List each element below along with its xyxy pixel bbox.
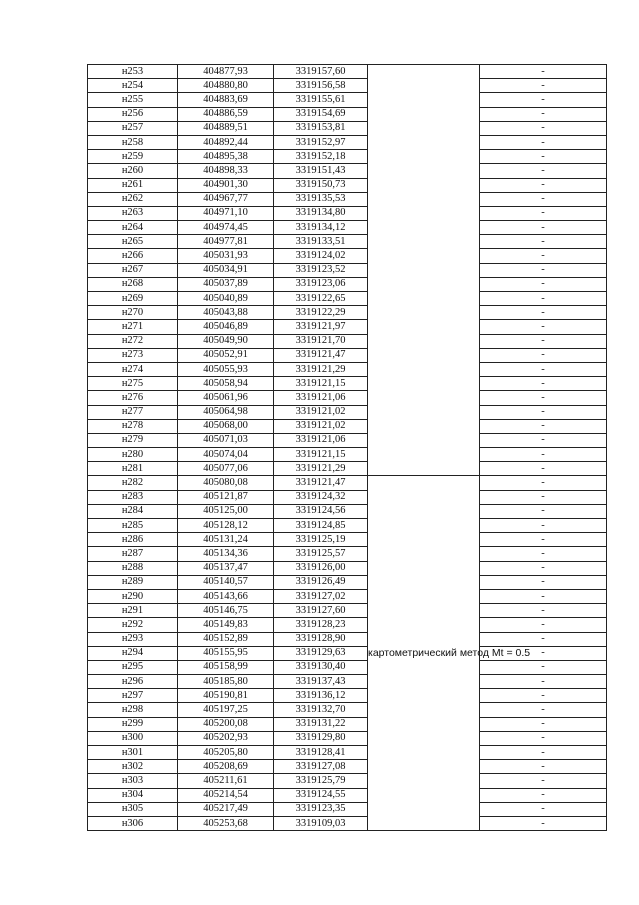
table-row xyxy=(88,235,607,249)
point-name-cell: н279 xyxy=(88,433,178,447)
table-row xyxy=(88,703,607,717)
table-row xyxy=(88,362,607,376)
point-name-cell: н304 xyxy=(88,788,178,802)
x-coordinate-cell: 405034,91 xyxy=(178,263,274,277)
y-coordinate-cell: 3319126,49 xyxy=(274,575,368,589)
y-coordinate-cell: 3319157,60 xyxy=(274,65,368,79)
note-cell: - xyxy=(480,717,607,731)
note-cell: - xyxy=(480,150,607,164)
table-row xyxy=(88,504,607,518)
point-name-cell: н271 xyxy=(88,320,178,334)
y-coordinate-cell: 3319121,29 xyxy=(274,362,368,376)
point-name-cell: н299 xyxy=(88,717,178,731)
y-coordinate-cell: 3319125,19 xyxy=(274,533,368,547)
table-row xyxy=(88,334,607,348)
x-coordinate-cell: 405208,69 xyxy=(178,760,274,774)
y-coordinate-cell: 3319127,60 xyxy=(274,604,368,618)
x-coordinate-cell: 405031,93 xyxy=(178,249,274,263)
point-name-cell: н278 xyxy=(88,419,178,433)
y-coordinate-cell: 3319132,70 xyxy=(274,703,368,717)
coordinates-table xyxy=(87,64,607,831)
y-coordinate-cell: 3319123,06 xyxy=(274,277,368,291)
x-coordinate-cell: 405074,04 xyxy=(178,448,274,462)
note-cell: - xyxy=(480,476,607,490)
table-row xyxy=(88,731,607,745)
note-cell: - xyxy=(480,164,607,178)
note-cell: - xyxy=(480,433,607,447)
point-name-cell: н287 xyxy=(88,547,178,561)
x-coordinate-cell: 405211,61 xyxy=(178,774,274,788)
y-coordinate-cell: 3319124,02 xyxy=(274,249,368,263)
table-row xyxy=(88,689,607,703)
point-name-cell: н285 xyxy=(88,519,178,533)
y-coordinate-cell: 3319135,53 xyxy=(274,192,368,206)
point-name-cell: н305 xyxy=(88,802,178,816)
point-name-cell: н283 xyxy=(88,490,178,504)
y-coordinate-cell: 3319152,18 xyxy=(274,150,368,164)
note-cell: - xyxy=(480,788,607,802)
note-cell: - xyxy=(480,65,607,79)
table-row xyxy=(88,263,607,277)
table-row xyxy=(88,618,607,632)
point-name-cell: н267 xyxy=(88,263,178,277)
x-coordinate-cell: 404977,81 xyxy=(178,235,274,249)
table-row xyxy=(88,433,607,447)
table-row xyxy=(88,277,607,291)
y-coordinate-cell: 3319136,12 xyxy=(274,689,368,703)
table-row xyxy=(88,561,607,575)
table-row xyxy=(88,533,607,547)
note-cell: - xyxy=(480,703,607,717)
x-coordinate-cell: 405046,89 xyxy=(178,320,274,334)
point-name-cell: н253 xyxy=(88,65,178,79)
table-row xyxy=(88,93,607,107)
point-name-cell: н255 xyxy=(88,93,178,107)
method-cell: картометрический метод Mt = 0.5 xyxy=(368,476,480,831)
note-cell: - xyxy=(480,731,607,745)
point-name-cell: н292 xyxy=(88,618,178,632)
point-name-cell: н270 xyxy=(88,306,178,320)
note-cell: - xyxy=(480,292,607,306)
x-coordinate-cell: 405058,94 xyxy=(178,377,274,391)
y-coordinate-cell: 3319122,29 xyxy=(274,306,368,320)
method-cell xyxy=(368,65,480,476)
x-coordinate-cell: 405217,49 xyxy=(178,802,274,816)
point-name-cell: н288 xyxy=(88,561,178,575)
x-coordinate-cell: 404974,45 xyxy=(178,221,274,235)
point-name-cell: н296 xyxy=(88,675,178,689)
table-row xyxy=(88,717,607,731)
point-name-cell: н266 xyxy=(88,249,178,263)
table-row xyxy=(88,391,607,405)
point-name-cell: н274 xyxy=(88,362,178,376)
note-cell: - xyxy=(480,221,607,235)
point-name-cell: н290 xyxy=(88,589,178,603)
x-coordinate-cell: 405185,80 xyxy=(178,675,274,689)
x-coordinate-cell: 405152,89 xyxy=(178,632,274,646)
note-cell: - xyxy=(480,362,607,376)
x-coordinate-cell: 405040,89 xyxy=(178,292,274,306)
y-coordinate-cell: 3319123,35 xyxy=(274,802,368,816)
table-row xyxy=(88,221,607,235)
point-name-cell: н306 xyxy=(88,816,178,830)
table-row xyxy=(88,448,607,462)
y-coordinate-cell: 3319129,63 xyxy=(274,646,368,660)
y-coordinate-cell: 3319121,15 xyxy=(274,377,368,391)
point-name-cell: н261 xyxy=(88,178,178,192)
point-name-cell: н291 xyxy=(88,604,178,618)
table-row xyxy=(88,178,607,192)
y-coordinate-cell: 3319128,90 xyxy=(274,632,368,646)
point-name-cell: н302 xyxy=(88,760,178,774)
table-row xyxy=(88,306,607,320)
note-cell: - xyxy=(480,263,607,277)
y-coordinate-cell: 3319124,56 xyxy=(274,504,368,518)
note-cell: - xyxy=(480,235,607,249)
note-cell: - xyxy=(480,575,607,589)
y-coordinate-cell: 3319127,02 xyxy=(274,589,368,603)
x-coordinate-cell: 405197,25 xyxy=(178,703,274,717)
x-coordinate-cell: 405214,54 xyxy=(178,788,274,802)
note-cell: - xyxy=(480,192,607,206)
x-coordinate-cell: 405125,00 xyxy=(178,504,274,518)
x-coordinate-cell: 405128,12 xyxy=(178,519,274,533)
coordinates-table-body xyxy=(88,65,607,831)
table-row xyxy=(88,760,607,774)
x-coordinate-cell: 405134,36 xyxy=(178,547,274,561)
y-coordinate-cell: 3319153,81 xyxy=(274,121,368,135)
note-cell: - xyxy=(480,206,607,220)
note-cell: - xyxy=(480,391,607,405)
table-row xyxy=(88,490,607,504)
x-coordinate-cell: 405080,08 xyxy=(178,476,274,490)
y-coordinate-cell: 3319121,97 xyxy=(274,320,368,334)
x-coordinate-cell: 405061,96 xyxy=(178,391,274,405)
y-coordinate-cell: 3319125,79 xyxy=(274,774,368,788)
x-coordinate-cell: 405155,95 xyxy=(178,646,274,660)
y-coordinate-cell: 3319131,22 xyxy=(274,717,368,731)
y-coordinate-cell: 3319122,65 xyxy=(274,292,368,306)
y-coordinate-cell: 3319155,61 xyxy=(274,93,368,107)
point-name-cell: н275 xyxy=(88,377,178,391)
note-cell: - xyxy=(480,604,607,618)
x-coordinate-cell: 405131,24 xyxy=(178,533,274,547)
point-name-cell: н280 xyxy=(88,448,178,462)
y-coordinate-cell: 3319154,69 xyxy=(274,107,368,121)
y-coordinate-cell: 3319121,47 xyxy=(274,348,368,362)
x-coordinate-cell: 404880,80 xyxy=(178,79,274,93)
point-name-cell: н258 xyxy=(88,135,178,149)
y-coordinate-cell: 3319128,23 xyxy=(274,618,368,632)
x-coordinate-cell: 404886,59 xyxy=(178,107,274,121)
note-cell: - xyxy=(480,646,607,660)
x-coordinate-cell: 404967,77 xyxy=(178,192,274,206)
point-name-cell: н263 xyxy=(88,206,178,220)
y-coordinate-cell: 3319121,70 xyxy=(274,334,368,348)
x-coordinate-cell: 405143,66 xyxy=(178,589,274,603)
x-coordinate-cell: 404898,33 xyxy=(178,164,274,178)
y-coordinate-cell: 3319127,08 xyxy=(274,760,368,774)
y-coordinate-cell: 3319121,06 xyxy=(274,433,368,447)
y-coordinate-cell: 3319121,47 xyxy=(274,476,368,490)
y-coordinate-cell: 3319121,02 xyxy=(274,419,368,433)
y-coordinate-cell: 3319156,58 xyxy=(274,79,368,93)
x-coordinate-cell: 405043,88 xyxy=(178,306,274,320)
note-cell: - xyxy=(480,377,607,391)
note-cell: - xyxy=(480,561,607,575)
table-row xyxy=(88,135,607,149)
point-name-cell: н260 xyxy=(88,164,178,178)
note-cell: - xyxy=(480,320,607,334)
point-name-cell: н289 xyxy=(88,575,178,589)
note-cell: - xyxy=(480,448,607,462)
table-row xyxy=(88,65,607,79)
table-row xyxy=(88,150,607,164)
table-row xyxy=(88,675,607,689)
x-coordinate-cell: 405190,81 xyxy=(178,689,274,703)
point-name-cell: н293 xyxy=(88,632,178,646)
point-name-cell: н273 xyxy=(88,348,178,362)
note-cell: - xyxy=(480,802,607,816)
note-cell: - xyxy=(480,277,607,291)
point-name-cell: н286 xyxy=(88,533,178,547)
x-coordinate-cell: 405052,91 xyxy=(178,348,274,362)
table-row xyxy=(88,575,607,589)
y-coordinate-cell: 3319124,55 xyxy=(274,788,368,802)
table-row xyxy=(88,604,607,618)
table-row xyxy=(88,192,607,206)
note-cell: - xyxy=(480,93,607,107)
note-cell: - xyxy=(480,462,607,476)
x-coordinate-cell: 405200,08 xyxy=(178,717,274,731)
note-cell: - xyxy=(480,121,607,135)
note-cell: - xyxy=(480,405,607,419)
table-row xyxy=(88,121,607,135)
point-name-cell: н284 xyxy=(88,504,178,518)
table-row xyxy=(88,348,607,362)
note-cell: - xyxy=(480,419,607,433)
point-name-cell: н303 xyxy=(88,774,178,788)
note-cell: - xyxy=(480,348,607,362)
x-coordinate-cell: 404895,38 xyxy=(178,150,274,164)
note-cell: - xyxy=(480,334,607,348)
point-name-cell: н264 xyxy=(88,221,178,235)
point-name-cell: н301 xyxy=(88,746,178,760)
note-cell: - xyxy=(480,490,607,504)
point-name-cell: н269 xyxy=(88,292,178,306)
table-row xyxy=(88,519,607,533)
table-row xyxy=(88,547,607,561)
y-coordinate-cell: 3319130,40 xyxy=(274,660,368,674)
point-name-cell: н259 xyxy=(88,150,178,164)
note-cell: - xyxy=(480,519,607,533)
y-coordinate-cell: 3319128,41 xyxy=(274,746,368,760)
x-coordinate-cell: 405068,00 xyxy=(178,419,274,433)
note-cell: - xyxy=(480,589,607,603)
point-name-cell: н268 xyxy=(88,277,178,291)
note-cell: - xyxy=(480,746,607,760)
x-coordinate-cell: 405146,75 xyxy=(178,604,274,618)
table-row xyxy=(88,405,607,419)
note-cell: - xyxy=(480,660,607,674)
table-row xyxy=(88,462,607,476)
x-coordinate-cell: 405055,93 xyxy=(178,362,274,376)
x-coordinate-cell: 405149,83 xyxy=(178,618,274,632)
point-name-cell: н276 xyxy=(88,391,178,405)
y-coordinate-cell: 3319133,51 xyxy=(274,235,368,249)
x-coordinate-cell: 405121,87 xyxy=(178,490,274,504)
x-coordinate-cell: 404883,69 xyxy=(178,93,274,107)
x-coordinate-cell: 405140,57 xyxy=(178,575,274,589)
x-coordinate-cell: 405205,80 xyxy=(178,746,274,760)
note-cell: - xyxy=(480,533,607,547)
point-name-cell: н272 xyxy=(88,334,178,348)
note-cell: - xyxy=(480,178,607,192)
x-coordinate-cell: 404892,44 xyxy=(178,135,274,149)
table-row xyxy=(88,660,607,674)
x-coordinate-cell: 404901,30 xyxy=(178,178,274,192)
y-coordinate-cell: 3319121,15 xyxy=(274,448,368,462)
note-cell: - xyxy=(480,816,607,830)
note-cell: - xyxy=(480,675,607,689)
table-row xyxy=(88,774,607,788)
table-row xyxy=(88,816,607,830)
table-row xyxy=(88,476,607,490)
y-coordinate-cell: 3319151,43 xyxy=(274,164,368,178)
note-cell: - xyxy=(480,760,607,774)
y-coordinate-cell: 3319124,85 xyxy=(274,519,368,533)
y-coordinate-cell: 3319123,52 xyxy=(274,263,368,277)
point-name-cell: н254 xyxy=(88,79,178,93)
note-cell: - xyxy=(480,249,607,263)
table-row xyxy=(88,206,607,220)
y-coordinate-cell: 3319152,97 xyxy=(274,135,368,149)
note-cell: - xyxy=(480,618,607,632)
point-name-cell: н281 xyxy=(88,462,178,476)
y-coordinate-cell: 3319121,06 xyxy=(274,391,368,405)
y-coordinate-cell: 3319121,29 xyxy=(274,462,368,476)
table-row xyxy=(88,788,607,802)
note-cell: - xyxy=(480,774,607,788)
x-coordinate-cell: 405071,03 xyxy=(178,433,274,447)
y-coordinate-cell: 3319129,80 xyxy=(274,731,368,745)
note-cell: - xyxy=(480,504,607,518)
y-coordinate-cell: 3319134,80 xyxy=(274,206,368,220)
point-name-cell: н298 xyxy=(88,703,178,717)
y-coordinate-cell: 3319125,57 xyxy=(274,547,368,561)
point-name-cell: н277 xyxy=(88,405,178,419)
x-coordinate-cell: 404889,51 xyxy=(178,121,274,135)
x-coordinate-cell: 405137,47 xyxy=(178,561,274,575)
point-name-cell: н257 xyxy=(88,121,178,135)
y-coordinate-cell: 3319121,02 xyxy=(274,405,368,419)
table-row xyxy=(88,249,607,263)
table-row xyxy=(88,320,607,334)
x-coordinate-cell: 405158,99 xyxy=(178,660,274,674)
note-cell: - xyxy=(480,135,607,149)
point-name-cell: н256 xyxy=(88,107,178,121)
x-coordinate-cell: 405064,98 xyxy=(178,405,274,419)
point-name-cell: н295 xyxy=(88,660,178,674)
table-row xyxy=(88,79,607,93)
table-row xyxy=(88,632,607,646)
table-row xyxy=(88,802,607,816)
y-coordinate-cell: 3319126,00 xyxy=(274,561,368,575)
x-coordinate-cell: 405077,06 xyxy=(178,462,274,476)
note-cell: - xyxy=(480,689,607,703)
note-cell: - xyxy=(480,632,607,646)
x-coordinate-cell: 405253,68 xyxy=(178,816,274,830)
table-row xyxy=(88,107,607,121)
point-name-cell: н294 xyxy=(88,646,178,660)
point-name-cell: н300 xyxy=(88,731,178,745)
x-coordinate-cell: 405037,89 xyxy=(178,277,274,291)
note-cell: - xyxy=(480,79,607,93)
x-coordinate-cell: 405202,93 xyxy=(178,731,274,745)
x-coordinate-cell: 404971,10 xyxy=(178,206,274,220)
point-name-cell: н262 xyxy=(88,192,178,206)
table-row xyxy=(88,746,607,760)
table-row xyxy=(88,589,607,603)
note-cell: - xyxy=(480,306,607,320)
y-coordinate-cell: 3319134,12 xyxy=(274,221,368,235)
point-name-cell: н297 xyxy=(88,689,178,703)
y-coordinate-cell: 3319137,43 xyxy=(274,675,368,689)
table-row xyxy=(88,292,607,306)
y-coordinate-cell: 3319109,03 xyxy=(274,816,368,830)
table-row xyxy=(88,164,607,178)
note-cell: - xyxy=(480,547,607,561)
table-row xyxy=(88,377,607,391)
x-coordinate-cell: 405049,90 xyxy=(178,334,274,348)
x-coordinate-cell: 404877,93 xyxy=(178,65,274,79)
table-row xyxy=(88,419,607,433)
point-name-cell: н265 xyxy=(88,235,178,249)
point-name-cell: н282 xyxy=(88,476,178,490)
y-coordinate-cell: 3319150,73 xyxy=(274,178,368,192)
y-coordinate-cell: 3319124,32 xyxy=(274,490,368,504)
note-cell: - xyxy=(480,107,607,121)
